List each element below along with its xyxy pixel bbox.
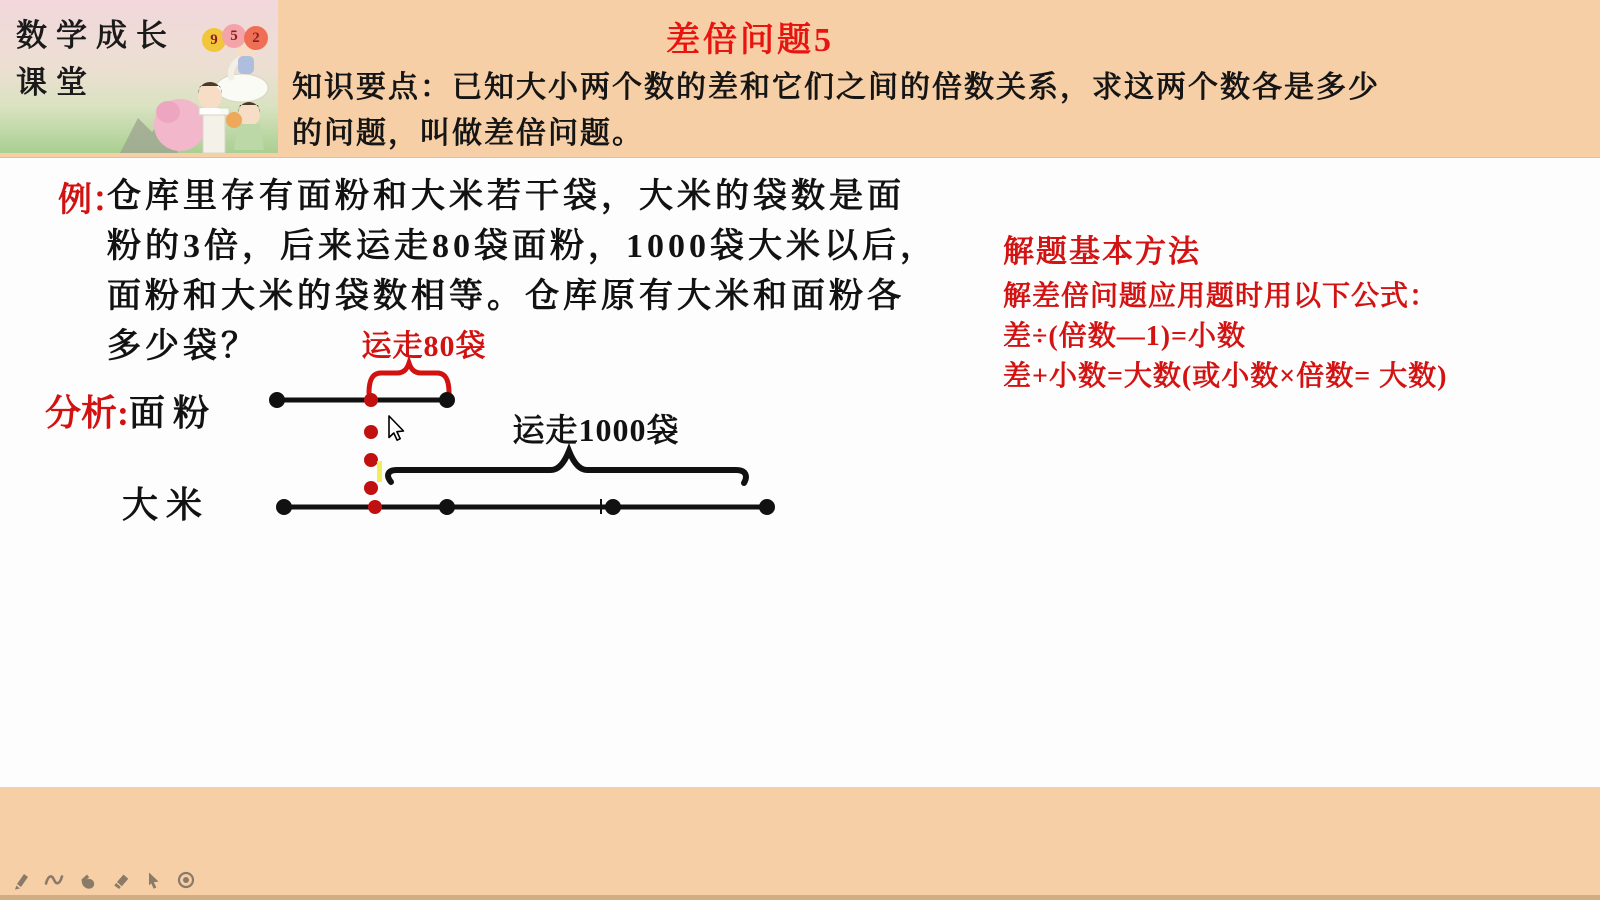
- example-label: 例：: [58, 182, 126, 219]
- footer-band: [0, 787, 1600, 900]
- annotation-toolbar: [10, 869, 197, 891]
- eraser-icon[interactable]: [109, 869, 131, 891]
- flour-removed-label: 运走80袋: [361, 330, 487, 363]
- slide-title: 差倍问题5: [666, 22, 834, 59]
- knowledge-point-line2: 的问题，叫做差倍问题。: [292, 117, 644, 150]
- example-line-2: 粉的3倍，后来运走80袋面粉，1000袋大米以后，: [107, 228, 938, 265]
- dotted-connector: [364, 425, 378, 495]
- method-line-1: 解差倍问题应用题时用以下公式：: [1003, 281, 1439, 312]
- example-line-4: 多少袋？: [107, 328, 259, 365]
- balloon-9: 9: [202, 28, 226, 52]
- rice-removed-brace: [388, 451, 746, 483]
- record-icon[interactable]: [175, 869, 197, 891]
- brand-logo: [0, 0, 278, 153]
- rice-segment-line: [276, 499, 775, 515]
- header-band: [0, 0, 1600, 158]
- balloon-5: 5: [222, 24, 246, 48]
- pen-icon[interactable]: [10, 869, 32, 891]
- knowledge-point-line1: 知识要点：已知大小两个数的差和它们之间的倍数关系，求这两个数各是多少: [292, 71, 1380, 104]
- yellow-highlight: [377, 461, 382, 482]
- analysis-row: [45, 385, 217, 436]
- cursor-icon[interactable]: [142, 869, 164, 891]
- rice-removed-label: 运走1000袋: [512, 412, 680, 448]
- example-line-3: 面粉和大米的袋数相等。仓库原有大米和面粉各: [107, 278, 905, 315]
- flour-segment-line: [269, 392, 455, 408]
- analysis-label: 分析:: [45, 393, 129, 433]
- method-formula-large: 差+小数=大数(或小数×倍数= 大数): [1003, 361, 1448, 392]
- balloon-2: 2: [244, 26, 268, 50]
- brand-name-line1: 数学成长: [16, 18, 176, 53]
- rice-label: 大米: [122, 485, 211, 525]
- brand-name-line2: 课堂: [16, 65, 96, 100]
- method-formula-small: 差÷(倍数—1)=小数: [1003, 321, 1246, 352]
- curve-icon[interactable]: [43, 869, 65, 891]
- hand-icon[interactable]: [76, 869, 98, 891]
- example-line-1: 仓库里存有面粉和大米若干袋，大米的袋数是面: [107, 178, 905, 215]
- example-problem-text: [107, 172, 938, 372]
- method-title: 解题基本方法: [1003, 234, 1201, 269]
- mouse-cursor: [389, 416, 404, 440]
- flour-label: 面粉: [129, 393, 218, 433]
- brand-name: [16, 12, 176, 106]
